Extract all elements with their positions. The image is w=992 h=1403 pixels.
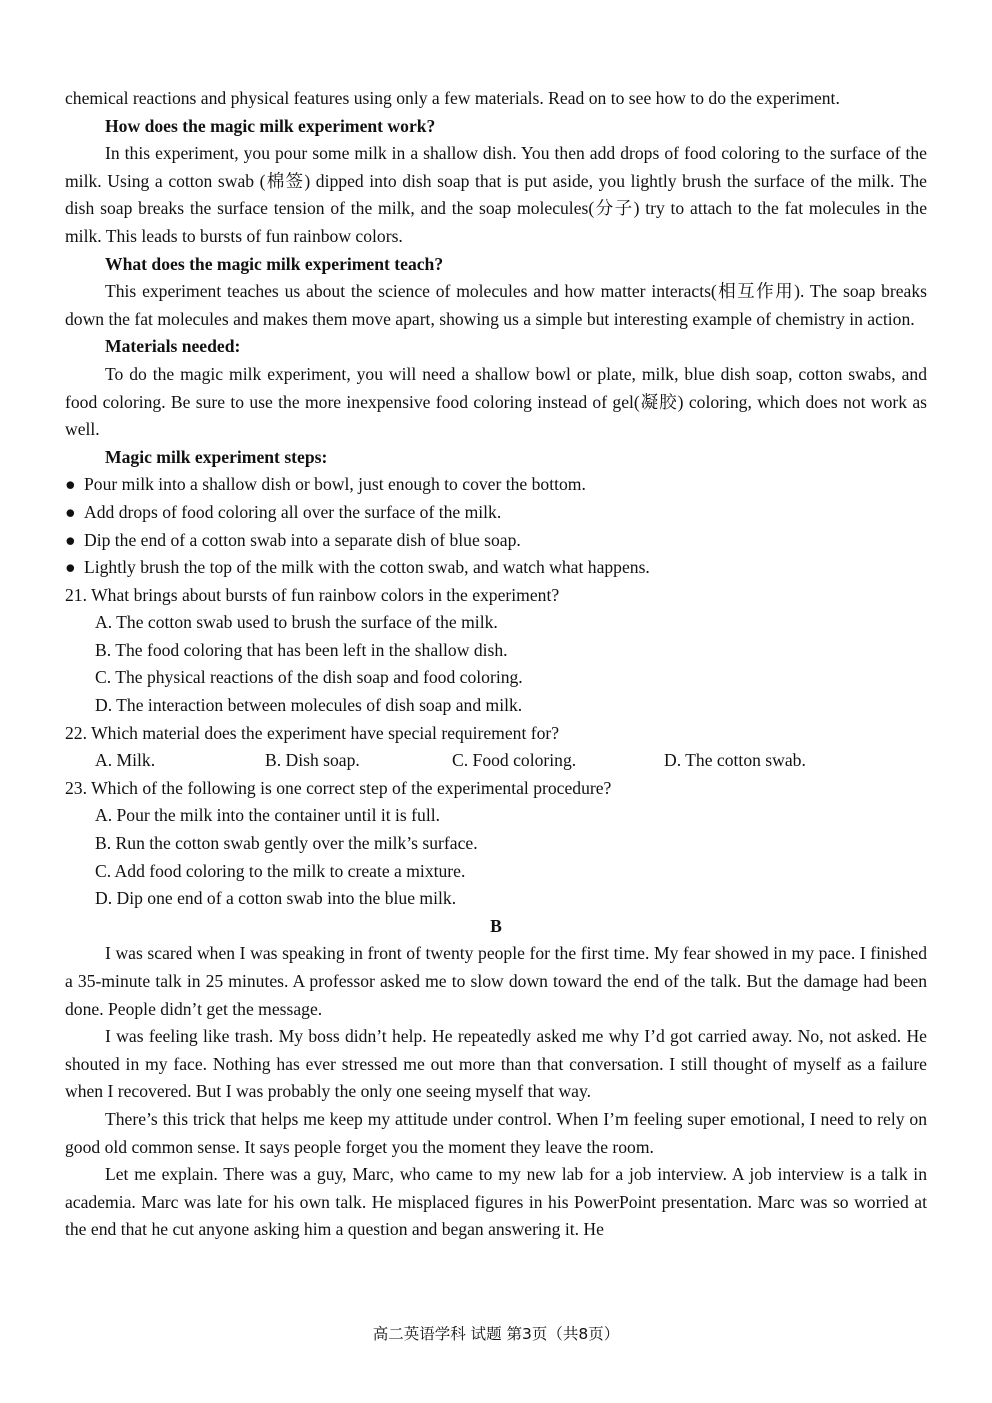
question-23-stem: 23. Which of the following is one correct step of the experimental procedure? (65, 777, 612, 798)
question-23-option-d[interactable]: D. Dip one end of a cotton swab into the blue milk. (95, 888, 457, 909)
question-21-option-b[interactable]: B. The food coloring that has been left in the shallow dish. (95, 639, 508, 660)
bullet-icon: ● (65, 557, 76, 578)
step-text: Pour milk into a shallow dish or bowl, just enough to cover the bottom. (84, 474, 586, 495)
heading-what-it-teaches: What does the magic milk experiment teach? (105, 253, 444, 274)
paragraph-what-it-teaches: This experiment teaches us about the science of molecules and how matter interacts(相互作用). The soap breaks down the fat molecules and makes them move apart, showing us a simple but interesting example of chemistry in action. (65, 281, 927, 329)
question-21-option-d[interactable]: D. The interaction between molecules of dish soap and milk. (95, 695, 523, 716)
passage-b-label: B (490, 915, 502, 936)
bullet-icon: ● (65, 474, 76, 495)
heading-steps: Magic milk experiment steps: (105, 446, 328, 467)
question-22-options (65, 747, 927, 775)
question-21-option-c[interactable]: C. The physical reactions of the dish soap and food coloring. (95, 667, 523, 688)
page-content (65, 85, 927, 1244)
step-text: Dip the end of a cotton swab into a separate dish of blue soap. (84, 529, 521, 550)
heading-how-it-works: How does the magic milk experiment work? (105, 115, 436, 136)
bullet-icon: ● (65, 501, 76, 522)
page-footer: 高二英语学科 试题 第3页（共8页） (372, 1325, 620, 1343)
step-text: Add drops of food coloring all over the surface of the milk. (84, 501, 502, 522)
question-23-option-c[interactable]: C. Add food coloring to the milk to create a mixture. (95, 860, 466, 881)
passage-b-paragraph: Let me explain. There was a guy, Marc, who came to my new lab for a job interview. A job interview is a talk in academia. Marc was late for his own talk. He misplaced figures in his PowerPoint presentation. Marc was so worried at the end that he cut anyone asking him a question and began answering it. He (65, 1164, 927, 1240)
question-21-stem: 21. What brings about bursts of fun rainbow colors in the experiment? (65, 584, 560, 605)
passage-b-paragraph: There’s this trick that helps me keep my attitude under control. When I’m feeling super emotional, I need to rely on good old common sense. It says people forget you the moment they leave the room. (65, 1108, 927, 1157)
paragraph-materials: To do the magic milk experiment, you will need a shallow bowl or plate, milk, blue dish soap, cotton swabs, and food coloring. Be sure to use the more inexpensive food coloring instead of gel(凝胶) coloring, which does not work as well. (65, 363, 927, 440)
question-22-option-d[interactable]: D. The cotton swab. (664, 750, 806, 771)
step-item (65, 527, 927, 555)
heading-materials: Materials needed: (105, 336, 241, 357)
question-22-stem: 22. Which material does the experiment have special requirement for? (65, 722, 560, 743)
step-item (65, 499, 927, 527)
step-item (65, 471, 927, 499)
passage-b-paragraph: I was feeling like trash. My boss didn’t help. He repeatedly asked me why I’d got carried away. No, not asked. He shouted in my face. Nothing has ever stressed me out more than that conversation. I still thought of myself as a failure when I recovered. But I was probably the only one seeing myself that way. (65, 1026, 927, 1102)
step-text: Lightly brush the top of the milk with the cotton swab, and watch what happens. (84, 557, 650, 578)
question-23-option-b[interactable]: B. Run the cotton swab gently over the milk’s surface. (95, 833, 478, 854)
question-22-option-c[interactable]: C. Food coloring. (452, 750, 577, 771)
paragraph-how-it-works: In this experiment, you pour some milk in a shallow dish. You then add drops of food coloring to the surface of the milk. Using a cotton swab (棉签) dipped into dish soap that is put aside, you lightly brush the surface of the milk. The dish soap breaks the surface tension of the milk, and the soap molecules(分子) try to attach to the fat molecules in the milk. This leads to bursts of fun rainbow colors. (65, 143, 927, 246)
bullet-icon: ● (65, 529, 76, 550)
question-22-option-b[interactable]: B. Dish soap. (265, 750, 360, 771)
step-item (65, 554, 927, 582)
question-22-option-a[interactable]: A. Milk. (95, 750, 156, 771)
passage-b-paragraph: I was scared when I was speaking in front of twenty people for the first time. My fear showed in my pace. I finished a 35-minute talk in 25 minutes. A professor asked me to slow down toward the end of the talk. But the damage had been done. People didn’t get the message. (65, 943, 927, 1019)
passage-a-intro: chemical reactions and physical features using only a few materials. Read on to see how to do the experiment. (65, 88, 840, 108)
question-21-option-a[interactable]: A. The cotton swab used to brush the surface of the milk. (95, 612, 498, 633)
question-23-option-a[interactable]: A. Pour the milk into the container until it is full. (95, 805, 440, 826)
